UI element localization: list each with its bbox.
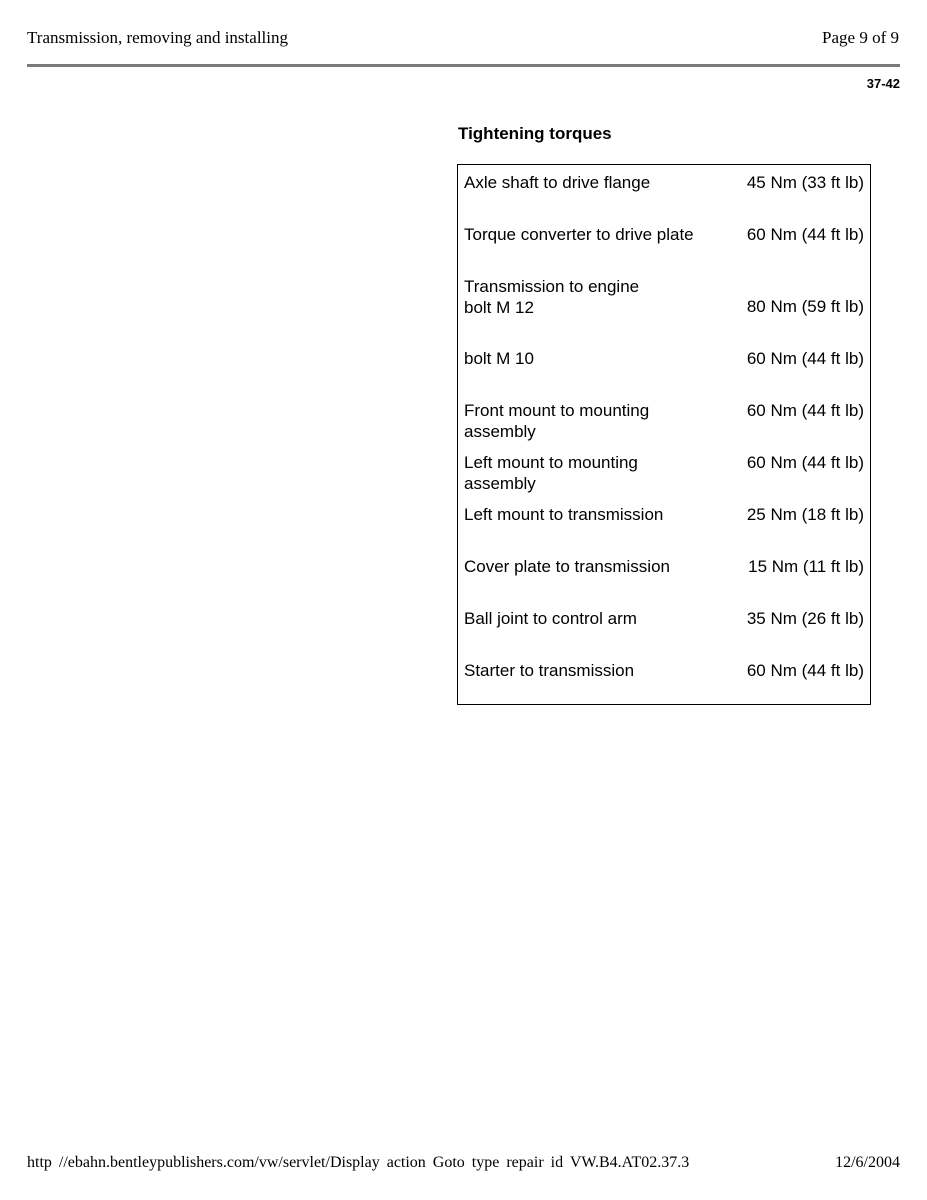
torque-value: 60 Nm (44 ft lb) — [746, 401, 864, 420]
torque-value: 60 Nm (44 ft lb) — [746, 453, 864, 472]
torque-value: 80 Nm (59 ft lb) — [746, 297, 864, 316]
torque-label: Left mount to transmission — [464, 505, 664, 524]
torque-label: bolt M 10 — [464, 349, 534, 368]
torque-value: 60 Nm (44 ft lb) — [746, 661, 864, 680]
torque-value: 35 Nm (26 ft lb) — [746, 609, 864, 628]
torque-label: Transmission to engine bolt M 12 — [464, 277, 640, 317]
torque-table — [457, 164, 871, 705]
torque-label: Torque converter to drive plate — [464, 225, 694, 244]
footer-date: 12/6/2004 — [835, 1154, 900, 1171]
torque-label: Axle shaft to drive flange — [464, 173, 651, 192]
torque-label: Left mount to mounting assembly — [464, 453, 638, 493]
header-divider — [27, 64, 900, 67]
section-code: 37-42 — [866, 76, 900, 91]
torque-label: Ball joint to control arm — [464, 609, 637, 628]
footer-url: http //ebahn.bentleypublishers.com/vw/servlet/Display action Goto type repair id VW.B4.AT02.37.3 — [27, 1154, 690, 1171]
torque-value: 45 Nm (33 ft lb) — [746, 173, 864, 192]
section-heading: Tightening torques — [458, 124, 612, 143]
torque-value: 60 Nm (44 ft lb) — [746, 225, 864, 244]
torque-value: 60 Nm (44 ft lb) — [746, 349, 864, 368]
torque-label: Starter to transmission — [464, 661, 635, 680]
torque-value: 25 Nm (18 ft lb) — [746, 505, 864, 524]
torque-label: Front mount to mounting assembly — [464, 401, 650, 441]
page-number: Page 9 of 9 — [822, 28, 899, 47]
torque-label: Cover plate to transmission — [464, 557, 670, 576]
page-header-title: Transmission, removing and installing — [27, 28, 288, 47]
torque-value: 15 Nm (11 ft lb) — [748, 557, 864, 576]
